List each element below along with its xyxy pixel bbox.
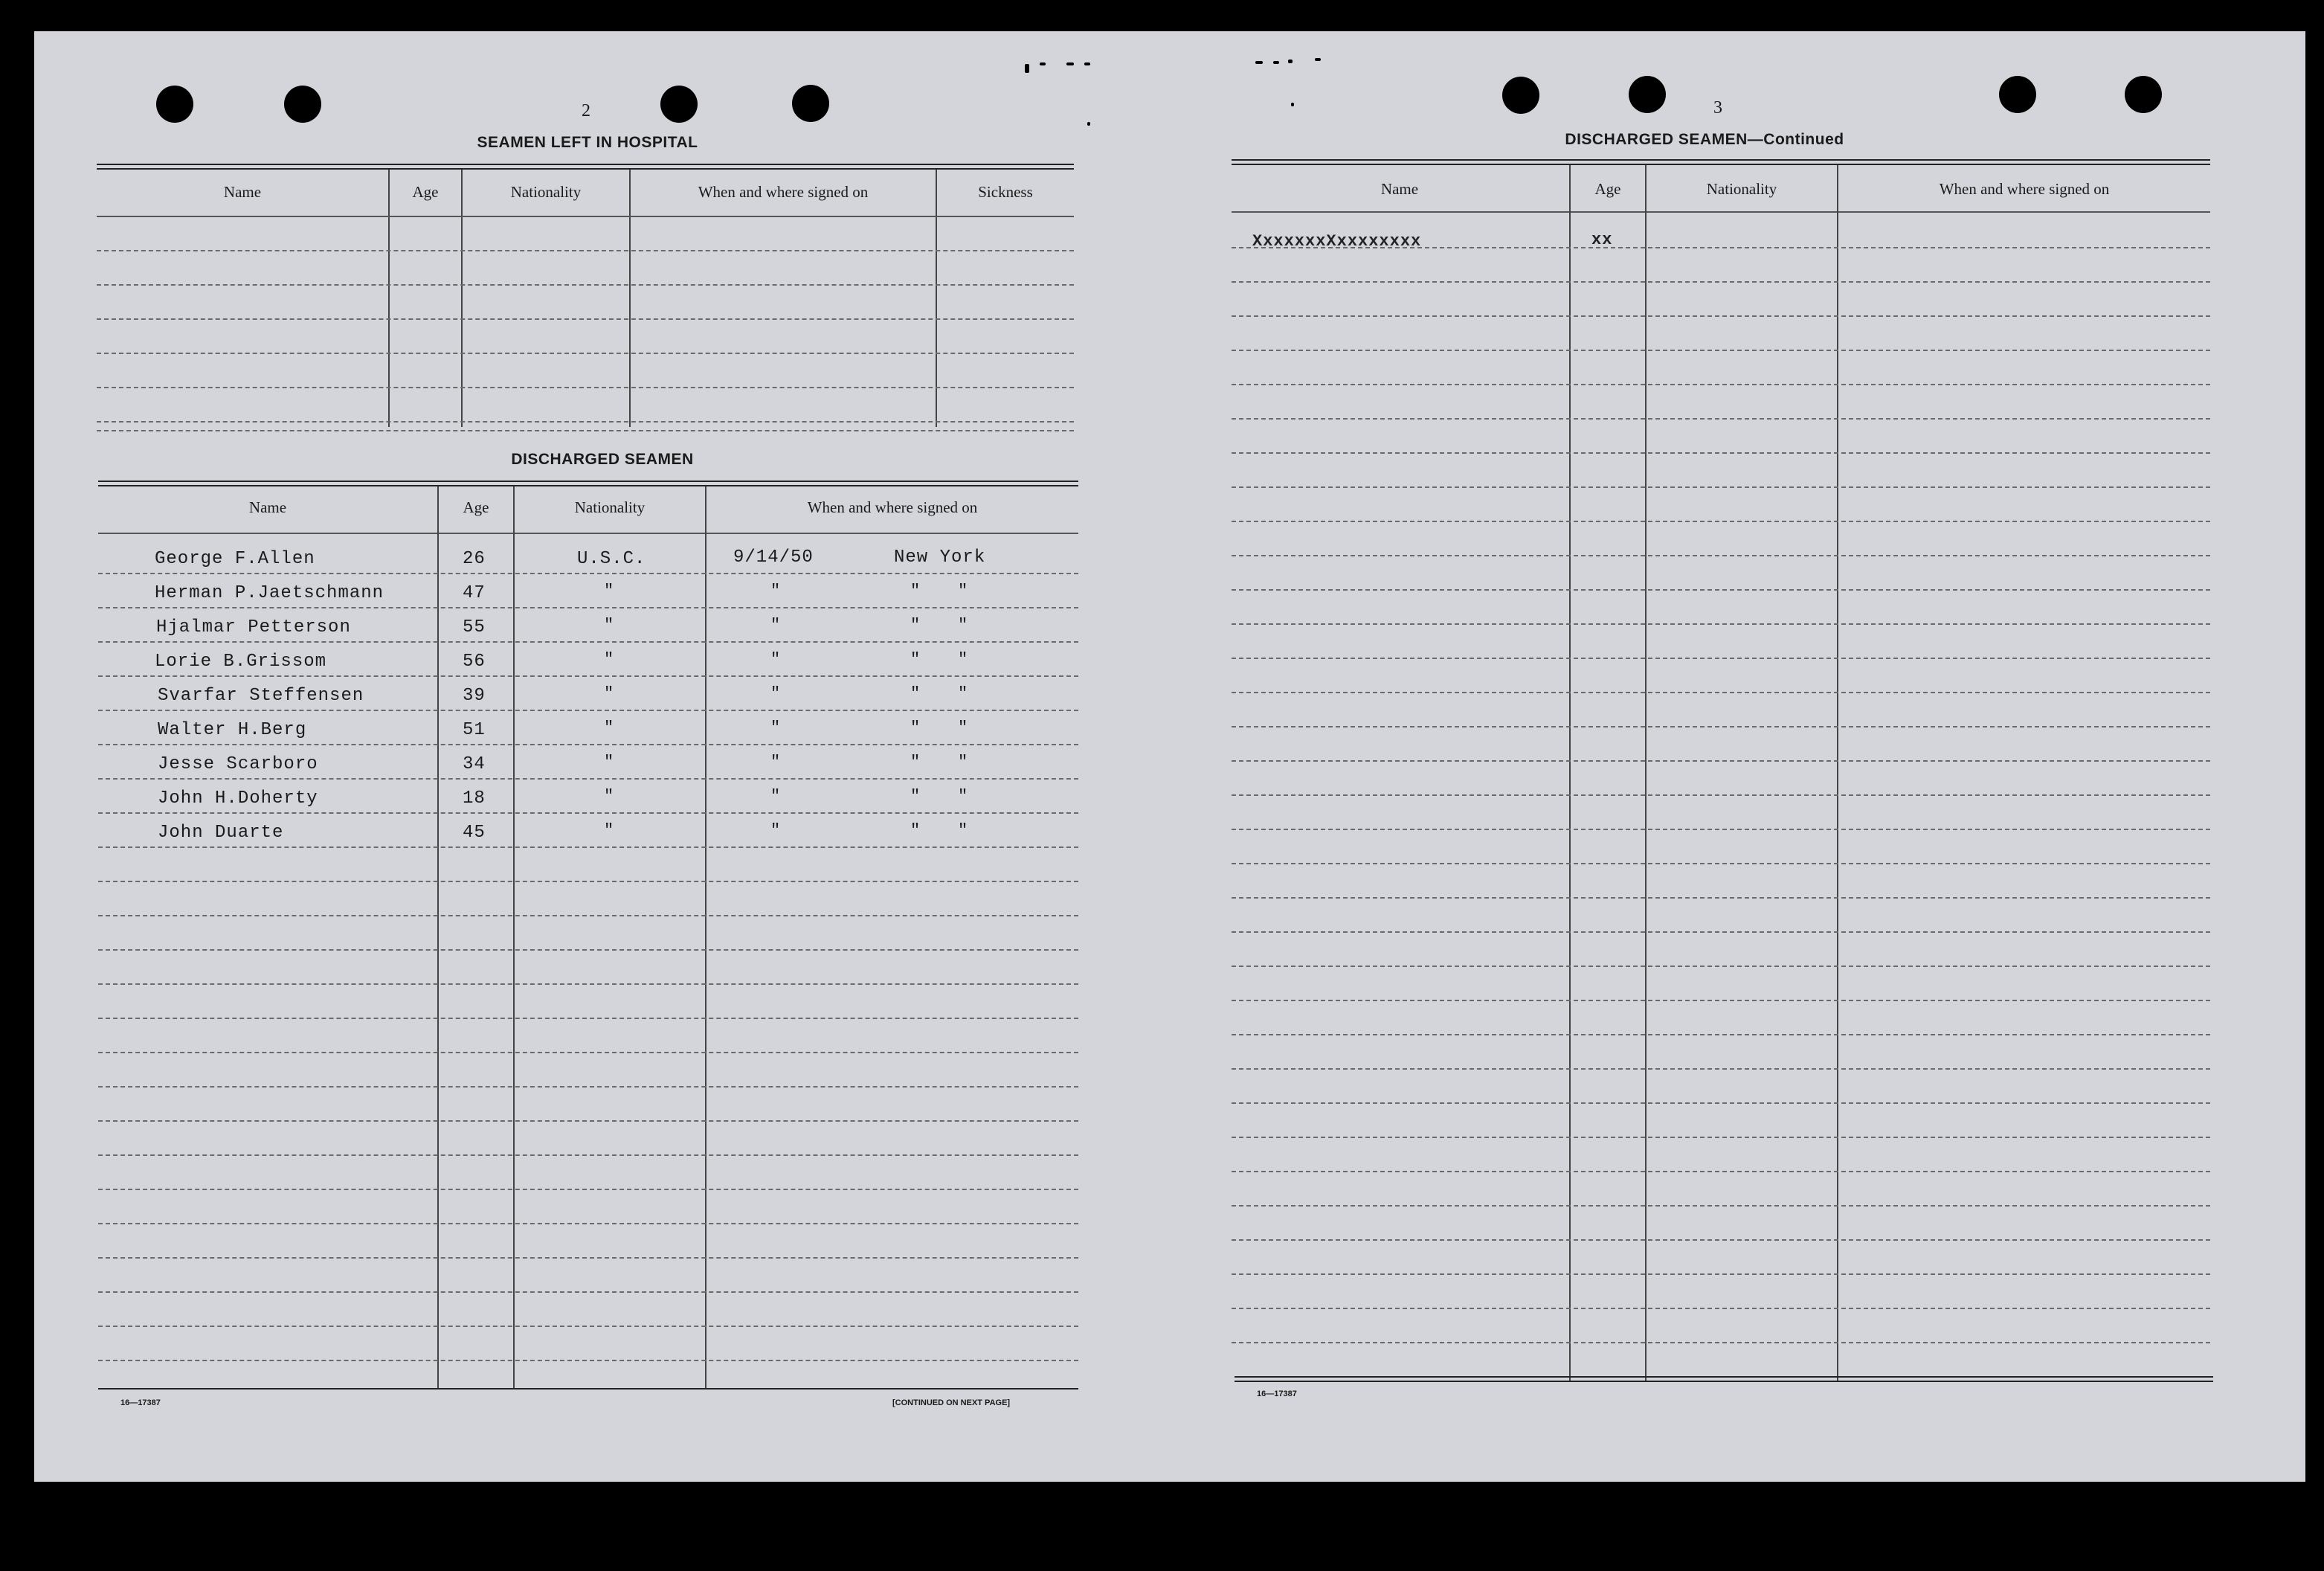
row-line — [98, 812, 1078, 814]
title-continued: —Continued — [1747, 131, 1844, 148]
row-line — [1232, 692, 2210, 693]
column-divider — [513, 486, 515, 1388]
row-line — [1232, 1171, 2210, 1172]
struck-out-name: XxxxxxxXxxxxxxxx — [1252, 232, 1422, 251]
column-header: Name — [1380, 180, 1419, 198]
column-divider — [1569, 165, 1571, 1381]
ditto-mark: " — [604, 582, 614, 600]
row-line — [1232, 589, 2210, 591]
ditto-mark: " — [910, 650, 921, 669]
row-line — [1232, 658, 2210, 659]
ditto-mark: " — [770, 650, 781, 669]
seaman-name: Lorie B.Grissom — [155, 652, 327, 672]
column-header: When and where signed on — [807, 498, 978, 516]
row-line — [98, 1120, 1078, 1122]
row-line — [98, 1086, 1078, 1088]
seaman-age: 56 — [463, 652, 486, 672]
ink-speck — [1025, 64, 1029, 73]
seaman-name: Jesse Scarboro — [158, 754, 318, 774]
seaman-name: George F.Allen — [155, 549, 315, 569]
ditto-mark: " — [910, 753, 921, 771]
row-line — [1232, 1239, 2210, 1241]
row-line — [98, 1189, 1078, 1190]
ditto-mark: " — [604, 684, 614, 703]
row-line — [98, 1326, 1078, 1327]
row-line — [1232, 1068, 2210, 1070]
column-divider — [461, 170, 463, 427]
section-title-hospital: SEAMEN LEFT IN HOSPITAL — [477, 134, 698, 151]
row-line — [1232, 1137, 2210, 1138]
row-line — [97, 421, 1074, 423]
column-header: Age — [412, 183, 439, 201]
row-line — [1232, 1034, 2210, 1035]
row-line — [98, 1223, 1078, 1224]
row-line — [98, 983, 1078, 985]
column-divider — [1837, 165, 1838, 1381]
table-top-rule — [97, 168, 1074, 170]
row-line — [98, 744, 1078, 745]
seaman-age: 39 — [463, 686, 486, 706]
header-rule — [1232, 211, 2210, 213]
signed-on-place: New York — [894, 547, 986, 568]
table-bottom-rule — [1235, 1381, 2213, 1382]
row-line — [1232, 1205, 2210, 1207]
column-header: Age — [463, 498, 489, 516]
row-line — [97, 353, 1074, 354]
seaman-age: 47 — [463, 583, 486, 603]
ditto-mark: " — [604, 821, 614, 840]
ditto-mark: " — [604, 616, 614, 634]
ditto-mark: " — [910, 719, 921, 737]
row-line — [1232, 794, 2210, 796]
ditto-mark: " — [604, 719, 614, 737]
column-divider — [437, 486, 439, 1388]
ink-speck — [1291, 103, 1294, 106]
row-line — [98, 641, 1078, 643]
form-number: 16—17387 — [120, 1398, 161, 1407]
row-line — [1232, 486, 2210, 488]
row-line — [1232, 760, 2210, 762]
column-header: Nationality — [574, 498, 646, 516]
row-line — [98, 675, 1078, 677]
continued-note: [CONTINUED ON NEXT PAGE] — [892, 1398, 1011, 1407]
row-line — [1232, 350, 2210, 351]
row-line — [98, 607, 1078, 608]
ditto-mark: " — [770, 616, 781, 634]
row-line — [98, 949, 1078, 951]
ditto-mark: " — [958, 753, 968, 771]
row-line — [1232, 452, 2210, 454]
ditto-mark: " — [958, 787, 968, 806]
ink-speck — [1084, 62, 1090, 65]
row-line — [1232, 897, 2210, 899]
row-line — [1232, 966, 2210, 967]
ink-speck — [1087, 122, 1090, 126]
ink-speck — [1066, 62, 1074, 65]
ditto-mark: " — [958, 650, 968, 669]
row-line — [1232, 315, 2210, 317]
row-line — [98, 915, 1078, 916]
seaman-name: Walter H.Berg — [158, 720, 307, 740]
punch-hole — [1999, 76, 2036, 113]
seaman-age: 45 — [463, 823, 486, 843]
row-line — [1232, 1102, 2210, 1104]
row-line — [1232, 931, 2210, 933]
ditto-mark: " — [770, 684, 781, 703]
punch-hole — [156, 86, 193, 123]
row-line — [1232, 726, 2210, 727]
row-line — [1232, 521, 2210, 522]
punch-hole — [1502, 77, 1539, 114]
ditto-mark: " — [910, 684, 921, 703]
signed-on-date: 9/14/50 — [733, 547, 814, 568]
row-line — [1232, 1273, 2210, 1275]
ditto-mark: " — [604, 650, 614, 669]
ditto-mark: " — [958, 821, 968, 840]
column-header: Nationality — [510, 183, 582, 201]
seaman-nationality: U.S.C. — [577, 549, 646, 569]
punch-hole — [1629, 76, 1666, 113]
ditto-mark: " — [770, 582, 781, 600]
table-top-rule — [97, 164, 1074, 165]
column-header: Age — [1594, 180, 1621, 198]
table-bottom-rule — [98, 1388, 1078, 1390]
ditto-mark: " — [958, 616, 968, 634]
row-line — [1232, 384, 2210, 385]
table-top-rule — [98, 485, 1078, 486]
column-header: Nationality — [1706, 180, 1777, 198]
column-header: Name — [223, 183, 262, 201]
page-number: 2 — [582, 101, 590, 121]
punch-hole — [792, 85, 829, 122]
ditto-mark: " — [958, 719, 968, 737]
row-line — [98, 846, 1078, 848]
ditto-mark: " — [910, 616, 921, 634]
seaman-name: Hjalmar Petterson — [156, 617, 351, 637]
ink-speck — [1255, 61, 1263, 64]
title-main: DISCHARGED SEAMEN — [1565, 131, 1748, 148]
row-line — [98, 881, 1078, 882]
ditto-mark: " — [770, 719, 781, 737]
column-header: When and where signed on — [1939, 180, 2110, 198]
ditto-mark: " — [770, 821, 781, 840]
ditto-mark: " — [958, 582, 968, 600]
row-line — [98, 1052, 1078, 1053]
column-divider — [705, 486, 706, 1388]
column-divider — [1645, 165, 1647, 1381]
punch-hole — [660, 86, 698, 123]
row-line — [98, 1360, 1078, 1361]
row-line — [1232, 623, 2210, 625]
row-line — [98, 778, 1078, 780]
row-line — [98, 1154, 1078, 1156]
document-sheet — [34, 31, 2305, 1482]
table-top-rule — [98, 481, 1078, 482]
column-divider — [388, 170, 390, 427]
row-line — [1232, 281, 2210, 283]
ditto-mark: " — [958, 684, 968, 703]
table-top-rule — [1232, 159, 2210, 161]
seaman-name: Svarfar Steffensen — [158, 686, 364, 706]
ink-speck — [1288, 60, 1293, 63]
column-divider — [629, 170, 631, 427]
punch-hole — [284, 86, 321, 123]
row-line — [1232, 829, 2210, 830]
row-line — [98, 1291, 1078, 1293]
column-divider — [936, 170, 937, 427]
ditto-mark: " — [770, 753, 781, 771]
row-line — [97, 250, 1074, 251]
row-line — [1232, 555, 2210, 556]
row-line — [1232, 863, 2210, 864]
ink-speck — [1315, 58, 1321, 61]
page-number: 3 — [1713, 98, 1722, 118]
seaman-name: John H.Doherty — [158, 788, 318, 809]
section-title-discharged: DISCHARGED SEAMEN — [511, 451, 694, 468]
ditto-mark: " — [910, 787, 921, 806]
seaman-name: Herman P.Jaetschmann — [155, 583, 384, 603]
row-line — [97, 318, 1074, 320]
ink-speck — [1040, 62, 1046, 65]
column-header: When and where signed on — [698, 183, 869, 201]
seaman-age: 26 — [463, 549, 486, 569]
column-header: Sickness — [978, 183, 1033, 201]
row-line — [98, 710, 1078, 711]
form-number: 16—17387 — [1257, 1390, 1297, 1398]
row-line — [98, 1018, 1078, 1019]
ditto-mark: " — [604, 787, 614, 806]
seaman-age: 34 — [463, 754, 486, 774]
header-rule — [98, 533, 1078, 534]
seaman-age: 55 — [463, 617, 486, 637]
table-top-rule — [1232, 164, 2210, 165]
header-rule — [97, 216, 1074, 217]
row-line — [97, 430, 1074, 431]
row-line — [97, 284, 1074, 286]
section-title-continued — [1565, 131, 1844, 149]
seaman-name: John Duarte — [158, 823, 284, 843]
row-line — [98, 1257, 1078, 1259]
ditto-mark: " — [604, 753, 614, 771]
struck-out-age: xx — [1591, 231, 1613, 249]
ditto-mark: " — [910, 821, 921, 840]
ink-speck — [1273, 61, 1279, 64]
row-line — [97, 387, 1074, 388]
seaman-age: 18 — [463, 788, 486, 809]
row-line — [1232, 1342, 2210, 1343]
seaman-age: 51 — [463, 720, 486, 740]
row-line — [1232, 1308, 2210, 1309]
column-header: Name — [248, 498, 287, 516]
row-line — [98, 573, 1078, 574]
row-line — [1232, 1000, 2210, 1001]
punch-hole — [2125, 76, 2162, 113]
ditto-mark: " — [910, 582, 921, 600]
table-bottom-rule — [1235, 1376, 2213, 1378]
ditto-mark: " — [770, 787, 781, 806]
row-line — [1232, 418, 2210, 420]
